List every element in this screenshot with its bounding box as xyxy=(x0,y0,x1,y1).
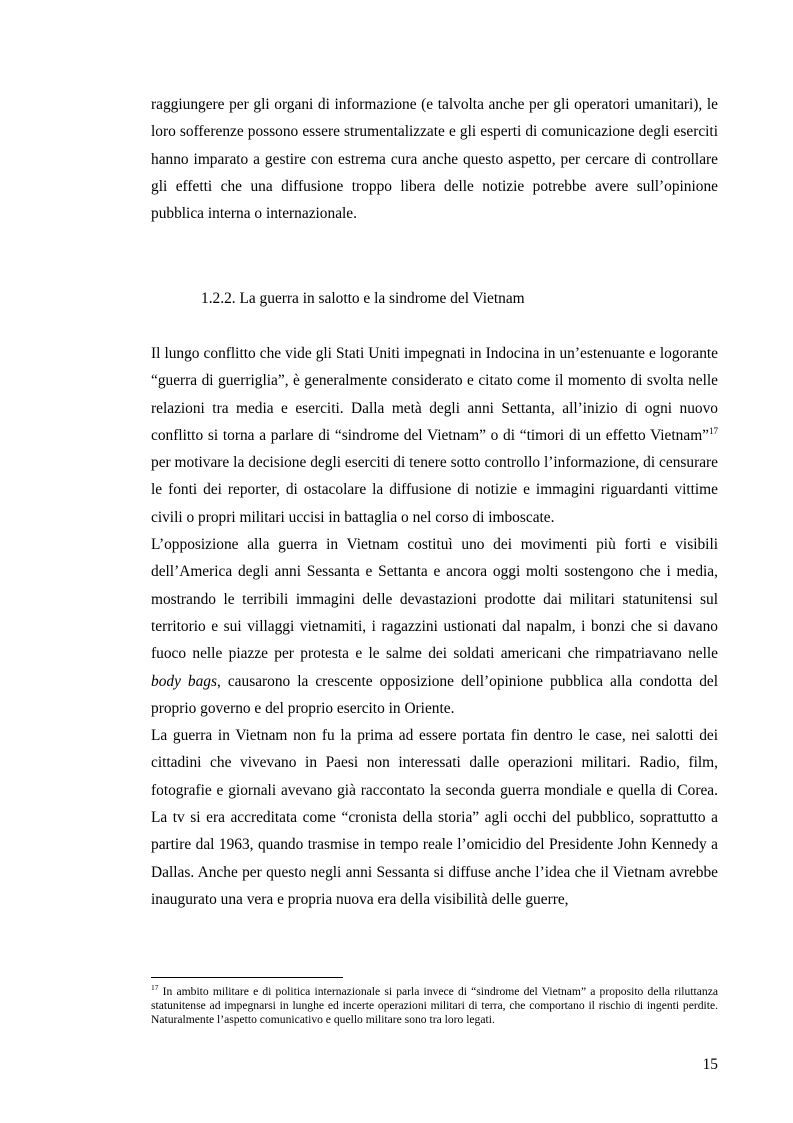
footnote-number: 17 xyxy=(151,983,159,993)
paragraph-1-text-a: Il lungo conflitto che vide gli Stati Uniti impegnati in Indocina in un’estenuante e logorante “guerra di guerriglia”, è generalmente considerato e citato come il momento di svolta nelle relazioni tra media e eserciti. Dalla metà degli anni Settanta, all’inizio di ogni nuovo conflitto si torna a parlare di “sindrome del Vietnam” o di “timori di un effetto Vietnam” xyxy=(151,345,718,444)
section-heading: 1.2.2. La guerra in salotto e la sindrome del Vietnam xyxy=(201,290,525,307)
paragraph-2-text-a: L’opposizione alla guerra in Vietnam costituì uno dei movimenti più forti e visibili dell’America degli anni Sessanta e Settanta e ancora oggi molti sostengono che i media, mostrando le terribili immagini delle devastazioni prodotte dai militari statunitensi sul territorio e sui villaggi vietnamiti, i ragazzini ustionati dal napalm, i bonzi che si davano fuoco nelle piazze per protesta e le salme dei soldati americani che rimpatriavano nelle xyxy=(151,536,718,663)
footnote-text: In ambito militare e di politica internazionale si parla invece di “sindrome del Vietnam” a proposito della riluttanza statunitense ad impegnarsi in lunghe ed incerte operazioni militari di terra, che comportano il rischio di ingenti perdite. Naturalmente l’aspetto comunicativo e quello militare sono tra loro legati. xyxy=(151,985,718,1027)
paragraph-2-text-b: , causarono la crescente opposizione dell’opinione pubblica alla condotta del proprio governo e del proprio esercito in Oriente. xyxy=(151,672,718,717)
italic-term: body bags xyxy=(151,672,217,690)
paragraph-1 xyxy=(151,340,718,531)
footnote-separator xyxy=(151,977,343,978)
paragraph-2 xyxy=(151,531,718,722)
paragraph-continued xyxy=(151,91,718,227)
footnote xyxy=(151,985,718,1028)
paragraph-text: raggiungere per gli organi di informazione (e talvolta anche per gli operatori umanitari), le loro sofferenze possono essere strumentalizzate e gli esperti di comunicazione degli eserciti hanno imparato a gestire con estrema cura anche questo aspetto, per cercare di controllare gli effetti che una diffusione troppo libera delle notizie potrebbe avere sull’opinione pubblica interna o internazionale. xyxy=(151,96,718,223)
paragraph-3: La guerra in Vietnam non fu la prima ad essere portata fin dentro le case, nei salotti dei cittadini che vivevano in Paesi non interessati dalle operazioni militari. Radio, film, fotografie e giornali avevano già raccontato la seconda guerra mondiale e quella di Corea. La tv si era accreditata come “cronista della storia” agli occhi del pubblico, soprattutto a partire dal 1963, quando trasmise in tempo reale l’omicidio del Presidente John Kennedy a Dallas. Anche per questo negli anni Sessanta si diffuse anche l’idea che il Vietnam avrebbe inaugurato una vera e propria nuova era della visibilità delle guerre, xyxy=(151,727,718,908)
page-number: 15 xyxy=(702,1056,718,1073)
footnote-reference[interactable]: 17 xyxy=(709,425,718,436)
paragraph-1-text-b: per motivare la decisione degli eserciti di tenere sotto controllo l’informazione, di censurare le fonti dei reporter, di ostacolare la diffusione di notizie e immagini riguardanti vittime civili o propri militari uccisi in battaglia o nel corso di imboscate. xyxy=(151,454,718,526)
main-text xyxy=(151,340,718,913)
